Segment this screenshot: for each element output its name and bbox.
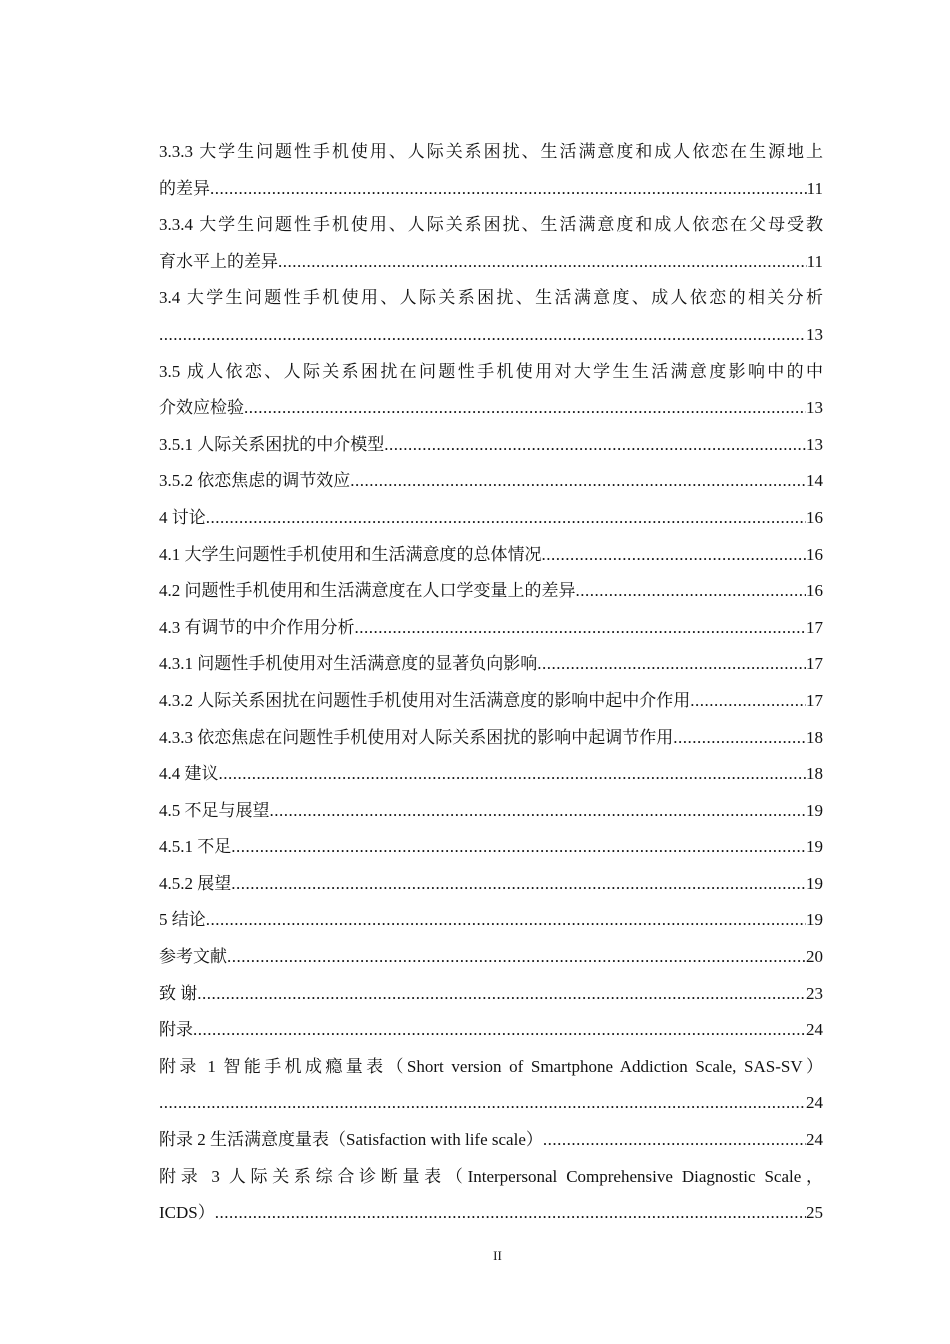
- toc-entry[interactable]: [159, 902, 823, 939]
- toc-entry-last-line: [159, 720, 823, 757]
- dot-leader: [206, 902, 806, 939]
- dot-leader: [690, 683, 806, 720]
- toc-entry-page: 13: [806, 398, 823, 418]
- dot-leader: [227, 939, 806, 976]
- toc-entry-last-line: [159, 463, 823, 500]
- toc-entry-page: 13: [806, 324, 823, 344]
- dot-leader: [278, 244, 807, 281]
- toc-entry-page: 11: [806, 178, 823, 198]
- dot-leader: [537, 646, 806, 683]
- toc-entry-last-line: [159, 390, 823, 427]
- toc-entry-page: 16: [806, 544, 823, 564]
- toc-entry-title-line: 3.3.4 大学生问题性手机使用、人际关系困扰、生活满意度和成人依恋在父母受教: [159, 215, 823, 235]
- toc-entry-last-line: [159, 427, 823, 464]
- toc-entry-title: 附录 2 生活满意度量表（Satisfaction with life scale）: [159, 1130, 543, 1150]
- toc-entry-last-line: [159, 793, 823, 830]
- toc-entry-title: 的差异: [159, 178, 210, 198]
- toc-entry-title: 4.4 建议: [159, 764, 219, 784]
- toc-entry-title: 4.2 问题性手机使用和生活满意度在人口学变量上的差异: [159, 581, 576, 601]
- toc-entry[interactable]: [159, 756, 823, 793]
- table-of-contents: [159, 134, 823, 1232]
- dot-leader: [219, 756, 807, 793]
- toc-entry-page: 18: [806, 764, 823, 784]
- toc-entry-page: 20: [806, 947, 823, 967]
- page-number: II: [493, 1248, 502, 1263]
- dot-leader: [384, 427, 806, 464]
- toc-entry[interactable]: [159, 134, 823, 207]
- dot-leader: [231, 866, 806, 903]
- toc-entry-title-line: 3.3.3 大学生问题性手机使用、人际关系困扰、生活满意度和成人依恋在生源地上: [159, 142, 823, 161]
- dot-leader: [215, 1195, 806, 1232]
- dot-leader: [576, 573, 807, 610]
- toc-entry-title-line: 3.5 成人依恋、人际关系困扰在问题性手机使用对大学生生活满意度影响中的中: [159, 361, 823, 381]
- toc-entry[interactable]: [159, 427, 823, 464]
- toc-entry-title: 5 结论: [159, 910, 206, 930]
- toc-entry-page: 19: [806, 837, 823, 857]
- toc-entry-last-line: [159, 1195, 823, 1232]
- toc-entry-title: 4.5 不足与展望: [159, 800, 270, 820]
- toc-entry-page: 13: [806, 434, 823, 454]
- toc-entry-title: 参考文献: [159, 947, 227, 967]
- toc-entry-title: 附录: [159, 1020, 193, 1040]
- toc-entry-last-line: [159, 646, 823, 683]
- toc-entry-page: 19: [806, 800, 823, 820]
- toc-entry[interactable]: [159, 1049, 823, 1122]
- dot-leader: [350, 463, 806, 500]
- toc-entry-title: 介效应检验: [159, 398, 244, 418]
- toc-entry-last-line: [159, 1012, 823, 1049]
- toc-entry-page: 17: [806, 690, 823, 710]
- toc-entry-page: 25: [806, 1203, 823, 1223]
- toc-entry-title: 4.3.2 人际关系困扰在问题性手机使用对生活满意度的影响中起中介作用: [159, 690, 691, 710]
- toc-entry-title: 4.1 大学生问题性手机使用和生活满意度的总体情况: [159, 544, 542, 564]
- toc-entry[interactable]: [159, 207, 823, 280]
- toc-entry-title: 4.5.2 展望: [159, 873, 232, 893]
- toc-entry-title-line: 附录 3 人际关系综合诊断量表（Interpersonal Comprehensive Diagnostic Scale，: [159, 1166, 823, 1186]
- toc-entry-title: 致 谢: [159, 983, 198, 1003]
- toc-entry[interactable]: [159, 610, 823, 647]
- toc-entry[interactable]: [159, 1012, 823, 1049]
- dot-leader: [231, 829, 806, 866]
- toc-entry-title-line: 3.4 大学生问题性手机使用、人际关系困扰、生活满意度、成人依恋的相关分析: [159, 288, 823, 308]
- toc-entry-last-line: [159, 902, 823, 939]
- toc-entry[interactable]: [159, 683, 823, 720]
- toc-entry[interactable]: [159, 537, 823, 574]
- toc-entry[interactable]: [159, 500, 823, 537]
- toc-entry-title: 4.3.3 依恋焦虑在问题性手机使用对人际关系困扰的影响中起调节作用: [159, 727, 674, 747]
- toc-entry-title: ICDS）: [159, 1203, 215, 1223]
- toc-entry-last-line: [159, 1085, 823, 1122]
- dot-leader: [355, 610, 807, 647]
- toc-entry-last-line: [159, 683, 823, 720]
- toc-entry-last-line: [159, 866, 823, 903]
- toc-entry-title: 3.5.2 依恋焦虑的调节效应: [159, 471, 351, 491]
- toc-entry-page: 23: [806, 983, 823, 1003]
- toc-entry-page: 17: [806, 617, 823, 637]
- toc-entry-last-line: [159, 939, 823, 976]
- toc-entry[interactable]: [159, 573, 823, 610]
- toc-entry-last-line: [159, 756, 823, 793]
- dot-leader: [206, 500, 806, 537]
- toc-entry-title: 育水平上的差异: [159, 251, 278, 271]
- dot-leader: [673, 720, 806, 757]
- toc-entry-page: 16: [806, 581, 823, 601]
- toc-entry-page: 24: [806, 1020, 823, 1040]
- toc-entry-page: 19: [806, 910, 823, 930]
- toc-entry-last-line: [159, 976, 823, 1013]
- toc-entry-page: 24: [806, 1130, 823, 1150]
- toc-entry-last-line: [159, 500, 823, 537]
- toc-entry-title: 4.3.1 问题性手机使用对生活满意度的显著负向影响: [159, 654, 538, 674]
- toc-entry-page: 17: [806, 654, 823, 674]
- toc-entry-page: 16: [806, 507, 823, 527]
- toc-entry[interactable]: [159, 463, 823, 500]
- toc-entry-last-line: [159, 1122, 823, 1159]
- dot-leader: [159, 317, 806, 354]
- toc-entry[interactable]: [159, 720, 823, 757]
- toc-entry-last-line: [159, 573, 823, 610]
- toc-entry-page: 14: [806, 471, 823, 491]
- toc-entry-last-line: [159, 317, 823, 354]
- toc-entry[interactable]: [159, 793, 823, 830]
- toc-entry[interactable]: [159, 939, 823, 976]
- toc-entry[interactable]: [159, 1159, 823, 1232]
- toc-entry-title: 4.3 有调节的中介作用分析: [159, 617, 355, 637]
- dot-leader: [543, 1122, 806, 1159]
- toc-entry[interactable]: [159, 976, 823, 1013]
- toc-entry[interactable]: [159, 280, 823, 353]
- toc-entry-title: 4 讨论: [159, 507, 206, 527]
- toc-entry-last-line: [159, 610, 823, 647]
- dot-leader: [193, 1012, 806, 1049]
- toc-entry-last-line: [159, 537, 823, 574]
- toc-entry-page: 24: [806, 1093, 823, 1113]
- dot-leader: [197, 976, 806, 1013]
- dot-leader: [159, 1085, 806, 1122]
- toc-entry[interactable]: [159, 829, 823, 866]
- toc-entry[interactable]: [159, 1122, 823, 1159]
- dot-leader: [542, 537, 807, 574]
- dot-leader: [244, 390, 806, 427]
- toc-entry[interactable]: [159, 646, 823, 683]
- toc-entry-page: 18: [806, 727, 823, 747]
- toc-entry-last-line: [159, 829, 823, 866]
- dot-leader: [210, 171, 807, 208]
- toc-entry-title: 3.5.1 人际关系困扰的中介模型: [159, 434, 385, 454]
- toc-entry-page: 11: [806, 251, 823, 271]
- toc-entry-last-line: [159, 244, 823, 281]
- toc-entry-page: 19: [806, 873, 823, 893]
- toc-entry-title: 4.5.1 不足: [159, 837, 232, 857]
- toc-entry-last-line: [159, 171, 823, 208]
- toc-entry[interactable]: [159, 866, 823, 903]
- toc-entry-title-line: 附录 1 智能手机成瘾量表（Short version of Smartphone Addiction Scale, SAS-SV）: [159, 1056, 823, 1076]
- toc-entry[interactable]: [159, 354, 823, 427]
- dot-leader: [270, 793, 807, 830]
